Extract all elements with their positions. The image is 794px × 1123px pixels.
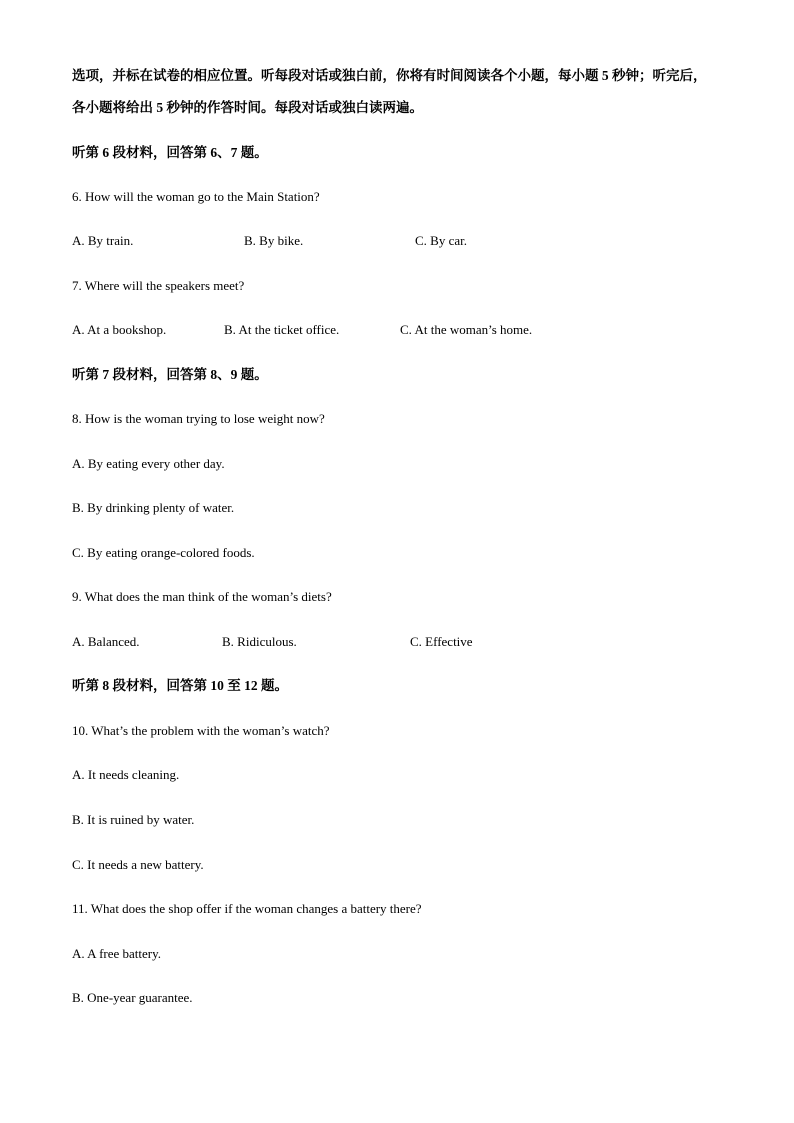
option-11a[interactable]: A. A free battery.	[72, 946, 162, 961]
option-9c[interactable]: C. Effective	[410, 634, 473, 649]
instructions-line-1: 选项，并标在试卷的相应位置。听每段对话或独白前，你将有时间阅读各个小题，每小题 5 秒钟；听完后，	[72, 68, 707, 83]
option-6a[interactable]: A. By train.	[72, 233, 134, 248]
section-heading: 听第 6 段材料，回答第 6、7 题。	[72, 145, 268, 160]
option-11b[interactable]: B. One-year guarantee.	[72, 990, 193, 1005]
option-8c[interactable]: C. By eating orange-colored foods.	[72, 545, 255, 560]
option-10a[interactable]: A. It needs cleaning.	[72, 767, 180, 782]
option-8b[interactable]: B. By drinking plenty of water.	[72, 500, 235, 515]
section-heading: 听第 8 段材料，回答第 10 至 12 题。	[72, 678, 288, 693]
option-9a[interactable]: A. Balanced.	[72, 634, 140, 649]
option-7b[interactable]: B. At the ticket office.	[224, 322, 340, 337]
option-8a[interactable]: A. By eating every other day.	[72, 456, 225, 471]
instructions-line-2: 各小题将给出 5 秒钟的作答时间。每段对话或独白读两遍。	[72, 100, 423, 115]
question-9: 9. What does the man think of the woman’s diets?	[72, 589, 332, 604]
question-11: 11. What does the shop offer if the woman changes a battery there?	[72, 901, 422, 916]
section-heading: 听第 7 段材料，回答第 8、9 题。	[72, 367, 268, 382]
option-7a[interactable]: A. At a bookshop.	[72, 322, 167, 337]
option-10b[interactable]: B. It is ruined by water.	[72, 812, 195, 827]
option-6c[interactable]: C. By car.	[415, 233, 467, 248]
option-6b[interactable]: B. By bike.	[244, 233, 304, 248]
option-9b[interactable]: B. Ridiculous.	[222, 634, 297, 649]
option-7c[interactable]: C. At the woman’s home.	[400, 322, 533, 337]
question-8: 8. How is the woman trying to lose weight now?	[72, 411, 325, 426]
option-10c[interactable]: C. It needs a new battery.	[72, 857, 204, 872]
question-7: 7. Where will the speakers meet?	[72, 278, 245, 293]
question-10: 10. What’s the problem with the woman’s watch?	[72, 723, 330, 738]
question-6: 6. How will the woman go to the Main Station?	[72, 189, 320, 204]
